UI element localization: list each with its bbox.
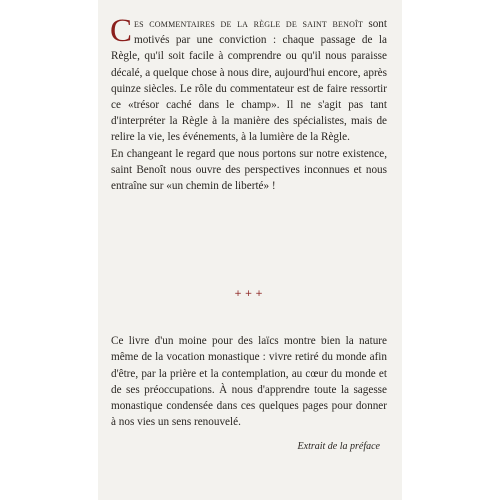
- second-section: [111, 322, 387, 442]
- intro-section: [110, 13, 387, 194]
- book-back-cover: [98, 0, 402, 500]
- intro-body: sont motivés par une conviction : chaque passage de la Règle, qu'il soit facile à comprendre ou qu'il nous paraisse décalé, a quelque chose à nous dire, aujourd'hui encore, après quinze siècles. Le rôle du commentateur est de faire ressortir ce «trésor caché dans le champ». Il ne s'agit pas tant d'interpréter la Règle à la manière des spécialistes, mais de relire la vie, les événements, à la lumière de la Règle.: [111, 18, 387, 144]
- drop-cap: C: [110, 13, 133, 49]
- intro-heading: es commentaires de la règle de saint benoît: [134, 18, 364, 30]
- intro-paragraph: [110, 13, 387, 146]
- paragraph-vocation: Ce livre d'un moine pour des laïcs montre bien la nature même de la vocation monastique : vivre retiré du monde afin d'être, par la prière et la contemplation, au cœur du monde et de ses préoccupations. À nous d'apprendre toute la sagesse monastique condensée dans ces quelques pages pour donner à nos vies un sens renouvelé.: [111, 335, 387, 429]
- ornament-divider: +++: [234, 289, 266, 299]
- paragraph-liberty: En changeant le regard que nous portons sur notre existence, saint Benoît nous ouvre des perspectives inconnues et nous entraîne sur «un chemin de liberté» !: [111, 147, 387, 193]
- preface-credit: Extrait de la préface: [297, 441, 380, 452]
